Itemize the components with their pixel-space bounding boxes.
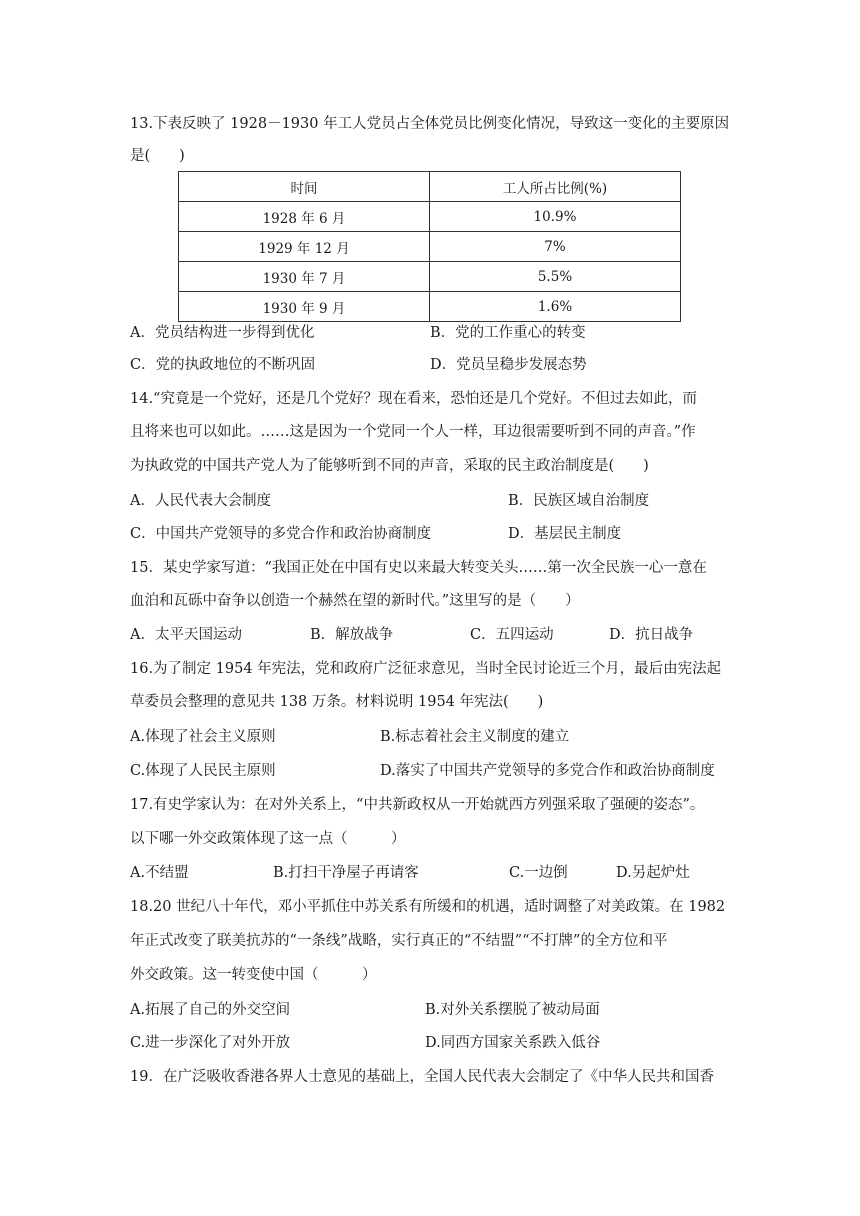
table-row xyxy=(179,232,681,262)
q18-stem-line1: 18.20 世纪八十年代，邓小平抓住中苏关系有所缓和的机遇，适时调整了对美政策。在 1982 xyxy=(130,899,726,915)
table-cell: 5.5% xyxy=(430,262,681,292)
q13-option-b: B．党的工作重心的转变 xyxy=(430,325,586,341)
table-row xyxy=(179,202,681,232)
table-cell: 10.9% xyxy=(430,202,681,232)
q18-stem-line3: 外交政策。这一转变使中国（ ） xyxy=(130,967,377,983)
q16-option-c: C.体现了人民民主原则 xyxy=(130,763,276,779)
table-cell: 7% xyxy=(430,232,681,262)
q16-option-b: B.标志着社会主义制度的建立 xyxy=(380,729,570,745)
q14-option-d: D．基层民主制度 xyxy=(508,526,622,542)
q17-option-a: A.不结盟 xyxy=(130,865,189,881)
q14-stem-line1: 14.“究竟是一个党好，还是几个党好？现在看来，恐怕还是几个党好。不但过去如此，而 xyxy=(130,391,697,407)
q17-stem-line1: 17.有史学家认为：在对外关系上，“中共新政权从一开始就西方列强采取了强硬的姿态”。 xyxy=(130,797,705,813)
q16-option-a: A.体现了社会主义原则 xyxy=(130,729,276,745)
q13-option-a: A．党员结构进一步得到优化 xyxy=(130,325,315,341)
q18-option-a: A.拓展了自己的外交空间 xyxy=(130,1002,291,1018)
q15-stem-line1: 15．某史学家写道：“我国正处在中国有史以来最大转变关头……第一次全民族一心一意在 xyxy=(130,560,707,576)
table-header-row xyxy=(179,172,681,202)
q15-option-d: D．抗日战争 xyxy=(609,627,694,643)
q15-option-a: A．太平天国运动 xyxy=(130,627,242,643)
table-header-cell: 时间 xyxy=(179,172,430,202)
q17-option-b: B.打扫干净屋子再请客 xyxy=(273,865,419,881)
q18-stem-line2: 年正式改变了联美抗苏的“一条线”战略，实行真正的“不结盟”“不打牌”的全方位和平 xyxy=(130,933,668,949)
q18-option-d: D.同西方国家关系跌入低谷 xyxy=(425,1035,601,1051)
q16-stem-line1: 16.为了制定 1954 年宪法，党和政府广泛征求意见，当时全民讨论近三个月，最后由宪法起 xyxy=(130,661,722,677)
q13-stem-line2: 是( ) xyxy=(130,148,185,164)
q16-option-d: D.落实了中国共产党领导的多党合作和政治协商制度 xyxy=(380,763,715,779)
table-cell: 1930 年 7 月 xyxy=(179,262,430,292)
q17-option-c: C.一边倒 xyxy=(509,865,568,881)
q17-stem-line2: 以下哪一外交政策体现了这一点（ ） xyxy=(130,831,406,847)
q13-option-d: D．党员呈稳步发展态势 xyxy=(430,357,587,373)
table-cell: 1.6% xyxy=(430,292,681,322)
table-cell: 1928 年 6 月 xyxy=(179,202,430,232)
table-cell: 1929 年 12 月 xyxy=(179,232,430,262)
q13-option-c: C．党的执政地位的不断巩固 xyxy=(130,357,316,373)
q15-option-c: C．五四运动 xyxy=(470,627,554,643)
table-cell: 1930 年 9 月 xyxy=(179,292,430,322)
table-header-cell: 工人所占比例(%) xyxy=(430,172,681,202)
table-row xyxy=(179,262,681,292)
q14-option-b: B．民族区域自治制度 xyxy=(508,493,650,509)
q14-option-a: A．人民代表大会制度 xyxy=(130,493,271,509)
q13-stem-line1: 13.下表反映了 1928－1930 年工人党员占全体党员比例变化情况，导致这一变化的主要原因 xyxy=(130,116,730,132)
q14-option-c: C．中国共产党领导的多党合作和政治协商制度 xyxy=(130,526,432,542)
q14-stem-line2: 且将来也可以如此。……这是因为一个党同一个人一样，耳边很需要听到不同的声音。”作 xyxy=(130,424,696,440)
q18-option-c: C.进一步深化了对外开放 xyxy=(130,1035,291,1051)
q15-stem-line2: 血泊和瓦砾中奋争以创造一个赫然在望的新时代。”这里写的是（ ） xyxy=(130,593,580,609)
q18-option-b: B.对外关系摆脱了被动局面 xyxy=(425,1002,600,1018)
q15-option-b: B．解放战争 xyxy=(310,627,394,643)
table-row xyxy=(179,292,681,322)
q14-stem-line3: 为执政党的中国共产党人为了能够听到不同的声音，采取的民主政治制度是( ) xyxy=(130,458,649,474)
q19-stem-line1: 19．在广泛吸收香港各界人士意见的基础上，全国人民代表大会制定了《中华人民共和国香 xyxy=(130,1069,714,1085)
q17-option-d: D.另起炉灶 xyxy=(616,865,690,881)
q16-stem-line2: 草委员会整理的意见共 138 万条。材料说明 1954 年宪法( ) xyxy=(130,694,544,710)
q13-table xyxy=(178,171,681,322)
